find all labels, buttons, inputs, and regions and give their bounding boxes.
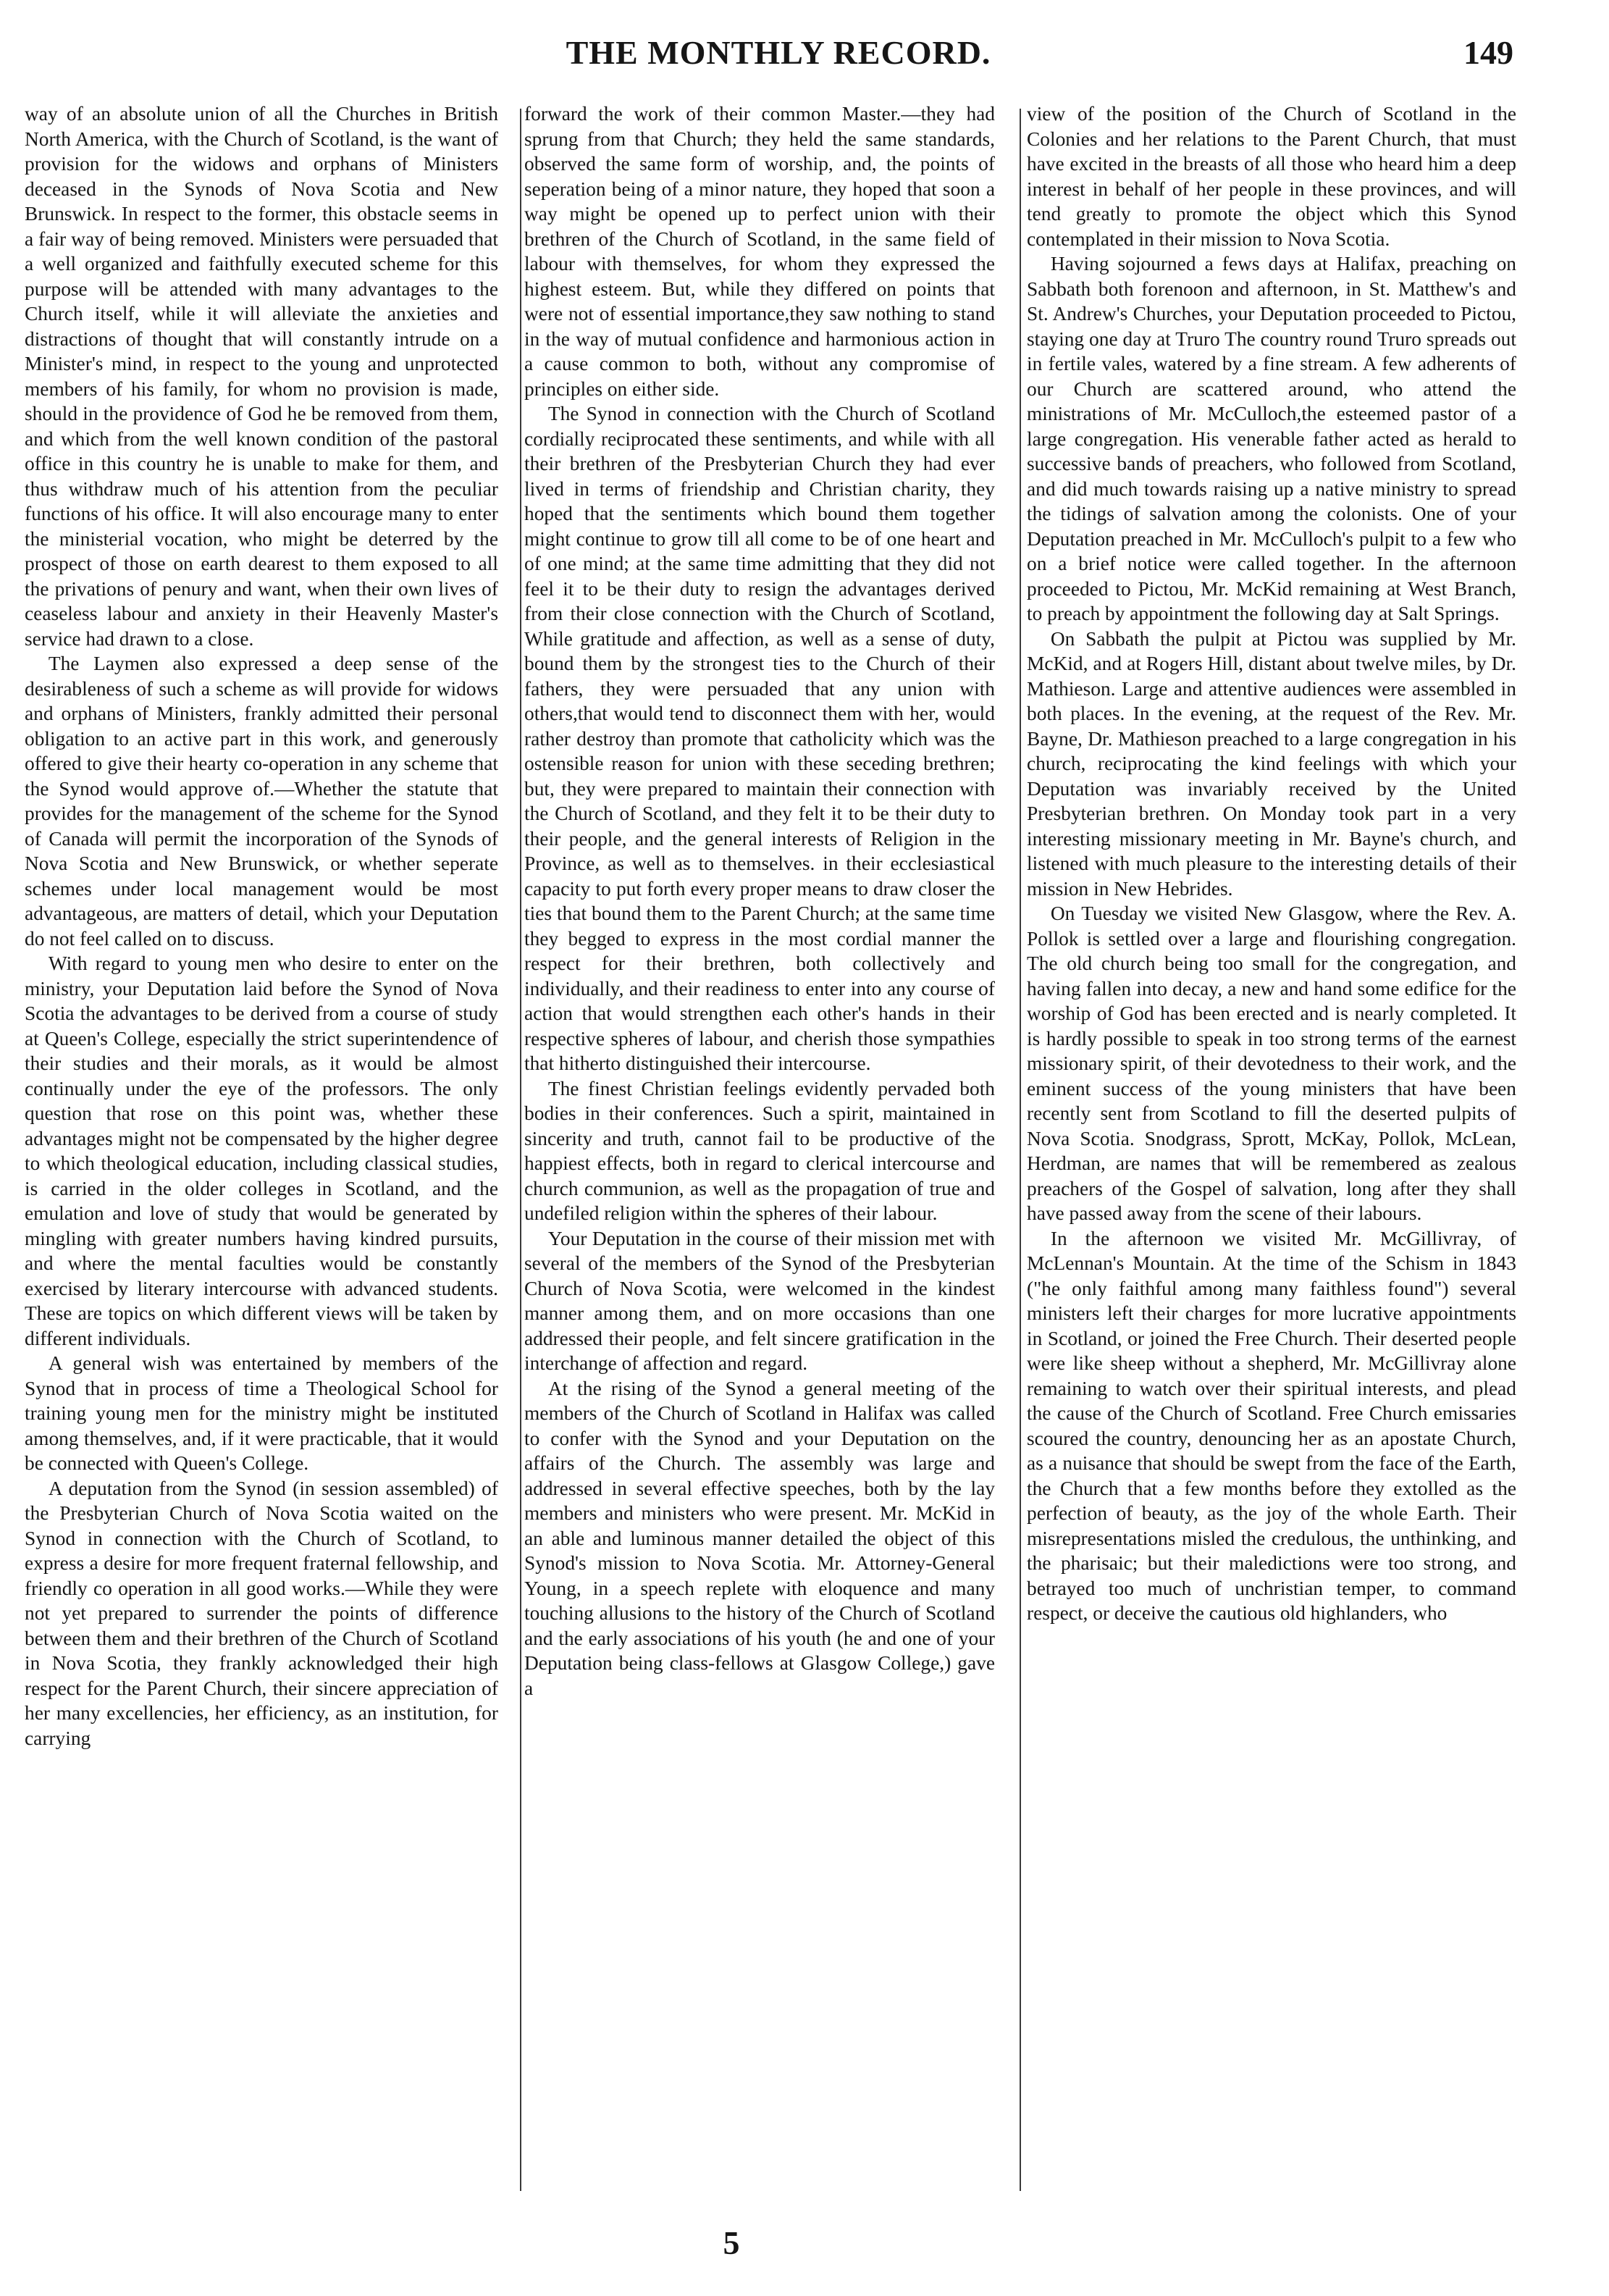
paragraph: A deputation from the Synod (in session assembled) of the Presbyterian Church of Nova Scotia waited on the Synod in connection with the Church of Scotland, to express a desire for more frequent fraternal fellowship, and friendly co operation in all good works.—While they were not yet prepared to surrender the points of difference between them and their brethren of the Church of Scotland in Nova Scotia, they frankly acknowledged their high respect for the Parent Church, their sincere appreciation of her many excellencies, her efficiency, as an institution, for carrying xyxy=(25,1477,498,1749)
paragraph: The Synod in connection with the Church of Scotland cordially reciprocated these sentiments, and while with all their brethren of the Presbyterian Church they had ever lived in terms of friendship and Christian charity, they hoped that the sentiments which bound them together might continue to grow till all come to be of one heart and of one mind; at the same time admitting that they did not feel it to be their duty to resign the advantages derived from their close connection with the Church of Scotland, While gratitude and affection, as well as a sense of duty, bound them by the strongest ties to the Church of their fathers, they were persuaded that any union with others,that would tend to disconnect them with her, would rather destroy than promote that catholicity which was the ostensible reason for union with these seceding brethren; but, they were prepared to maintain their connection with the Church of Scotland, and they felt it to be their duty to their people, and the general interests of Religion in the Province, as well as to themselves. in their ecclesiastical capacity to put forth every proper means to draw closer the ties that bound them to the Parent Church; at the same time they begged to express in the most cordial manner the respect for their brethren, both collectively and individually, and their readiness to enter into any course of action that would strengthen each other's hands in their respective spheres of labour, and cherish those sympathies that hitherto distinguished their intercourse. xyxy=(524,403,995,1074)
paragraph: The Laymen also expressed a deep sense of the desirableness of such a scheme as will provide for widows and orphans of Ministers, frankly admitted their personal obligation to an active part in this work, and generously offered to give their hearty co-operation in any scheme that the Synod would approve of.—Whether the statute that provides for the management of the scheme for the Synod of Canada will permit the incorporation of the Synods of Nova Scotia and New Brunswick, or whether seperate schemes under local management would be most advantageous, are matters of detail, which your Deputation do not feel called on to discuss. xyxy=(25,653,498,950)
publication-title: THE MONTHLY RECORD. xyxy=(566,34,991,71)
paragraph: view of the position of the Church of Scotland in the Colonies and her relations to the Parent Church, that must have excited in the breasts of all those who heard him a deep interest in behalf of her people in these provinces, and will tend greatly to promote the object which this Synod contemplated in their mission to Nova Scotia. xyxy=(1027,103,1516,250)
paragraph: A general wish was entertained by members of the Synod that in process of time a Theological School for training young men for the ministry might be instituted among themselves, and, if it were practicable, that it would be connected with Queen's College. xyxy=(25,1352,498,1474)
paragraph: In the afternoon we visited Mr. McGillivray, of McLennan's Mountain. At the time of the Schism in 1843 ("he only faithful among many faithless found") several ministers left their charges for more lucrative appointments in Scotland, or joined the Free Church. Their deserted people were like sheep without a shepherd, Mr. McGillivray alone remaining to watch over their spiritual interests, and plead the cause of the Church of Scotland. Free Church emissaries scoured the country, denouncing her as an apostate Church, as a nuisance that should be swept from the face of the Earth, the Church that a few months before they extolled as the perfection of beauty, as the joy of the whole Earth. Their misrepresentations misled the credulous, the unthinking, and the pharisaic; but their maledictions were too strong, and betrayed too much of unchristian temper, to command respect, or deceive the cautious old highlanders, who xyxy=(1027,1227,1516,1624)
text-columns xyxy=(25,101,1516,2202)
column-1 xyxy=(25,101,498,2202)
paragraph: Having sojourned a fews days at Halifax, preaching on Sabbath both forenoon and afternoon, in St. Matthew's and St. Andrew's Churches, your Deputation proceeded to Pictou, staying one day at Truro The country round Truro spreads out in fertile vales, watered by a fine stream. A few adherents of our Church are scattered around, who attend the ministrations of Mr. McCulloch,the esteemed pastor of a large congregation. His venerable father acted as herald to successive bands of preachers, who followed from Scotland, and did much towards raising up a native ministry to spread the tidings of salvation among the colonists. One of your Deputation preached in Mr. McCulloch's pulpit to a few who on a brief notice were called together. In the afternoon proceeded to Pictou, Mr. McKid remaining at West Branch, to preach by appointment the following day at Salt Springs. xyxy=(1027,253,1516,624)
signature-mark: 5 xyxy=(723,2224,740,2261)
paragraph: forward the work of their common Master.—they had sprung from that Church; they held the same standards, observed the same form of worship, and, the points of seperation being of a minor nature, they hoped that soon a way might be opened up to perfect union with their brethren of the Church of Scotland, in the same field of labour with themselves, for whom they expressed the highest esteem. But, while they differed on points that were not of essential importance,they saw nothing to stand in the way of mutual confidence and harmonious action in a cause common to both, without any compromise of principles on either side. xyxy=(524,103,995,400)
column-2 xyxy=(524,101,995,2202)
running-head xyxy=(43,33,1513,84)
paragraph: On Sabbath the pulpit at Pictou was supplied by Mr. McKid, and at Rogers Hill, distant about twelve miles, by Dr. Mathieson. Large and attentive audiences were assembled in both places. In the evening, at the request of the Rev. Mr. Bayne, Dr. Mathieson preached to a large congregation in his church, reciprocating the kind feelings with which your Deputation was invariably received by the United Presbyterian brethren. On Monday took part in a very interesting missionary meeting in Mr. Bayne's church, and listened with much pleasure to the interesting details of their mission in New Hebrides. xyxy=(1027,627,1516,900)
paragraph: With regard to young men who desire to enter on the ministry, your Deputation laid before the Synod of Nova Scotia the advantages to be derived from a course of study at Queen's College, especially the strict superintendence of their studies and their morals, as it would be almost continually under the eye of the professors. The only question that rose on this point was, whether these advantages might not be compensated by the higher degree to which theological education, including classical studies, is carried in the older colleges in Scotland, and the emulation and love of study that would be generated by mingling with greater numbers having kindred pursuits, and where the mental faculties would be constantly exercised by literary intercourse with advanced students. These are topics on which different views will be taken by different individuals. xyxy=(25,952,498,1349)
paragraph: The finest Christian feelings evidently pervaded both bodies in their conferences. Such a spirit, maintained in sincerity and truth, cannot fail to be productive of the happiest effects, both in regard to clerical intercourse and church communion, as well as the propagation of true and undefiled religion within the spheres of their labour. xyxy=(524,1077,995,1224)
column-3 xyxy=(1027,101,1516,2202)
page-number: 149 xyxy=(1463,34,1513,71)
paragraph: way of an absolute union of all the Churches in British North America, with the Church of Scotland, is the want of provision for the widows and orphans of Ministers deceased in the Synods of Nova Scotia and New Brunswick. In respect to the former, this obstacle seems in a fair way of being removed. Ministers were persuaded that a well organized and faithfully executed scheme for this purpose will be attended with many advantages to the Church itself, while it will alleviate the anxieties and distractions of thought that will constantly intrude on a Minister's mind, in respect to the young and unprotected members of his family, for whom no provision is made, should in the providence of God he be removed from them, and which from the well known condition of the pastoral office in this country he is unable to make for them, and thus withdraw much of his attention from the peculiar functions of his office. It will also encourage many to enter the ministerial vocation, who might be deterred by the prospect of those on earth dearest to them exposed to all the privations of penury and want, when their own lives of ceaseless labour and anxiety in their Heavenly Master's service had drawn to a close. xyxy=(25,103,498,650)
paragraph: Your Deputation in the course of their mission met with several of the members of the Synod of the Presbyterian Church of Nova Scotia, were welcomed in the kindest manner among them, and on more occasions than one addressed their people, and felt sincere gratification in the interchange of affection and regard. xyxy=(524,1227,995,1374)
paragraph: At the rising of the Synod a general meeting of the members of the Church of Scotland in Halifax was called to confer with the Synod and your Deputation on the affairs of the Church. The assembly was large and addressed in several effective speeches, both by the lay members and ministers who were present. Mr. McKid in an able and luminous manner detailed the object of this Synod's mission to Nova Scotia. Mr. Attorney-General Young, in a speech replete with eloquence and many touching allusions to the history of the Church of Scotland and the early associations of his youth (he and one of your Deputation being class-fellows at Glasgow College,) gave a xyxy=(524,1377,995,1699)
paragraph: On Tuesday we visited New Glasgow, where the Rev. A. Pollok is settled over a large and flourishing congregation. The old church being too small for the congregation, and having fallen into decay, a new and hand some edifice for the worship of God has been erected and is nearly completed. It is hardly possible to speak in too strong terms of the earnest missionary spirit, of their devotedness to their work, and the eminent success of the young ministers that have been recently sent from Scotland to fill the deserted pulpits of Nova Scotia. Snodgrass, Sprott, McKay, Pollok, McLean, Herdman, are names that will be remembered as zealous preachers of the Gospel of salvation, long after they shall have passed away from the scene of their labours. xyxy=(1027,902,1516,1224)
